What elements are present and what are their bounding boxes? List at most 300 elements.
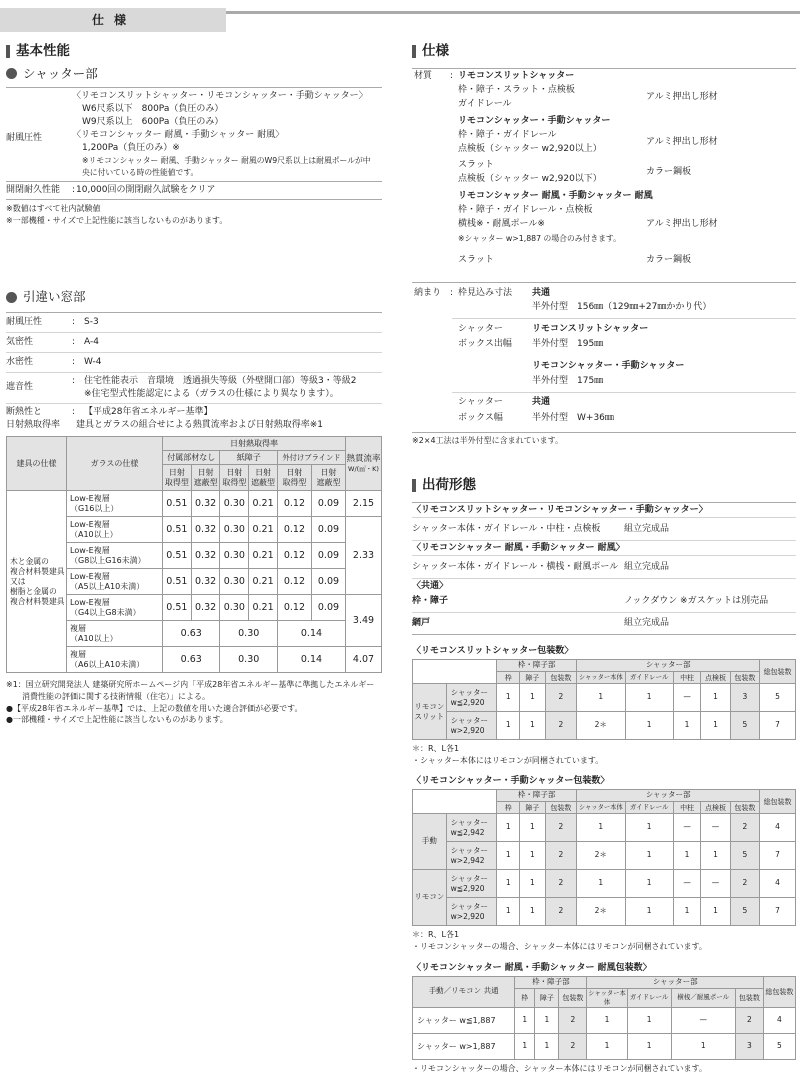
th-shield-2: 遮蔽型 <box>316 477 341 487</box>
mat-group3-title: リモコンシャッター 耐風・手動シャッター 耐風 <box>458 190 653 201</box>
build-spec <box>7 491 67 673</box>
window-value: S-3 <box>84 317 99 328</box>
pkg2-row <box>413 870 796 898</box>
pkg2-size-line: w≦2,920 <box>450 883 485 893</box>
pkg1-model <box>413 684 447 740</box>
pkg1-note-2: ・シャッター本体にはリモコンが同梱されています。 <box>412 755 604 765</box>
box-label-2: ボックス出幅 <box>458 338 512 349</box>
wind-w9: W9尺系以上 600Pa（負圧のみ） <box>82 116 224 127</box>
th-solar: 日射熱取得率 <box>163 437 346 451</box>
glass-spec-line: （A6以上A10未満） <box>70 659 145 669</box>
ship-group1-items: シャッター本体・ガイドレール・中柱・点検板 <box>412 523 601 534</box>
window-row-water: 水密性 : W-4 <box>6 353 382 372</box>
pkg1-th-pkg: 包装数 <box>545 672 577 684</box>
ship-group1-form: 組立完成品 <box>624 523 670 534</box>
cell: 1 <box>577 814 625 842</box>
cell: 7 <box>760 842 796 870</box>
pkg3-note: ・リモコンシャッターの場合、シャッター本体にはリモコンが同梱されています。 <box>412 1063 707 1073</box>
pkg3-th-total: 総包装数 <box>763 976 795 1007</box>
pkg1-size <box>446 684 497 712</box>
wind-pressure-row <box>6 88 382 179</box>
insulation-value-2: 建具とガラスの組合せによる熱貫流率および日射熱取得率※1 <box>76 420 323 431</box>
glass-spec <box>67 517 163 543</box>
right-column <box>412 42 796 1074</box>
cell: 2 <box>545 898 577 926</box>
ship-group2-form: 組立完成品 <box>624 561 670 572</box>
solar-value: 0.51 <box>163 595 192 621</box>
window-label: 水密性 <box>6 357 34 368</box>
solar-value: 0.30 <box>220 517 249 543</box>
pkg2-model: 手動 <box>413 814 447 870</box>
pkg3-th-frame-group: 枠・障子部 <box>515 976 587 988</box>
pkg2-row <box>413 842 796 870</box>
th-get-1: 日射 <box>168 467 185 477</box>
pkg2-th-shutter-group: シャッター部 <box>577 790 760 802</box>
cell: 1 <box>627 1007 671 1033</box>
cell: 1 <box>671 1033 735 1059</box>
build-spec-line: 複合材料製建具 <box>10 597 65 607</box>
th-heat <box>346 437 382 491</box>
cell: 7 <box>760 898 796 926</box>
pkg2-th-total: 総包装数 <box>760 790 796 814</box>
pkg3-row <box>413 1033 796 1059</box>
glass-spec-line: Low-E複層 <box>70 519 110 529</box>
glass-spec-line: 複層 <box>70 623 86 633</box>
solar-value: 0.30 <box>220 491 249 517</box>
cell: 1 <box>701 684 730 712</box>
cell: 1 <box>673 898 700 926</box>
cell: 1 <box>625 870 673 898</box>
solar-value: 0.09 <box>311 595 345 621</box>
glass-spec <box>67 621 163 647</box>
section-header <box>0 8 800 32</box>
ship-group2-row <box>412 556 796 578</box>
pkg2-size-line: シャッター <box>450 902 489 912</box>
pkg2-size <box>446 898 497 926</box>
cell: 2＊ <box>577 842 625 870</box>
ship-group3-form1: ノックダウン ※ガスケットは別売品 <box>624 595 769 606</box>
glass-spec-line: Low-E複層 <box>70 545 110 555</box>
cell: 2 <box>730 814 759 842</box>
pkg2-table <box>412 789 796 926</box>
insulation-label-2: 日射熱取得率 <box>6 420 61 431</box>
cell: 1 <box>673 842 700 870</box>
window-label: 耐風圧性 <box>6 317 43 328</box>
mat-group3-note: ※シャッター w>1,887 の場合のみ付きます。 <box>458 233 621 243</box>
th-shield-1: 日射 <box>197 467 214 477</box>
cell: 3 <box>735 1033 763 1059</box>
window-value: W-4 <box>84 357 102 368</box>
glass-spec <box>67 569 163 595</box>
cell: 1 <box>520 712 545 740</box>
th-build: 建具の仕様 <box>7 437 67 491</box>
solar-value: 0.12 <box>277 491 311 517</box>
cell: — <box>673 870 700 898</box>
pkg1-th-pkg2: 包装数 <box>730 672 759 684</box>
pkg3-th-body: シャッター本体 <box>588 989 626 1006</box>
solar-value: 0.32 <box>191 595 220 621</box>
left-column <box>6 42 382 227</box>
solar-value: 0.12 <box>277 569 311 595</box>
cell: 1 <box>497 712 520 740</box>
cell: 1 <box>577 684 625 712</box>
sound-note: ※住宅型式性能認定による（ガラスの仕様により異なります）。 <box>84 389 339 400</box>
th-shield <box>311 465 345 491</box>
ship-group3-title: 〈共通〉 <box>412 580 449 591</box>
glass-spec-line: （G16以上） <box>70 503 119 513</box>
pkg1-th-frame: 枠 <box>497 672 520 684</box>
mat-group2-line3: スラット <box>458 159 494 170</box>
open-close-row: 開閉耐久性能 : 10,000回の開閉耐久試験をクリア <box>6 182 382 199</box>
cell: 2 <box>545 814 577 842</box>
pkg2-th-pkg: 包装数 <box>545 802 577 814</box>
cell: 5 <box>730 898 759 926</box>
pkg1-row <box>413 684 796 712</box>
pkg3-th-frame: 枠 <box>515 988 535 1007</box>
glass-spec-line: Low-E複層 <box>70 493 110 503</box>
pkg2-th-pillar: 中柱 <box>673 802 700 814</box>
glass-spec <box>67 595 163 621</box>
cell: 1 <box>497 684 520 712</box>
solar-value: 0.32 <box>191 543 220 569</box>
th-shield <box>249 465 278 491</box>
mat-group2-material: アルミ押出し形材 <box>646 136 718 147</box>
solar-value: 0.14 <box>277 647 345 673</box>
heat-value: 2.33 <box>346 517 382 595</box>
th-get-2: 取得型 <box>282 477 307 487</box>
solar-value: 0.21 <box>249 569 278 595</box>
solar-value: 0.09 <box>311 517 345 543</box>
mat-group1-title: リモコンスリットシャッター <box>458 70 575 81</box>
mat-group3-line2: 横桟※・耐風ポール※ <box>458 218 545 229</box>
wind-note: ※リモコンシャッター 耐風、手動シャッター 耐風のW9尺系以上は耐風ポールが中央に付いている時の性能値です。 <box>82 155 371 177</box>
th-shield-2: 遮蔽型 <box>193 477 218 487</box>
box-r2-title: リモコンシャッター・手動シャッター <box>532 360 685 371</box>
wind-group2-title: 〈リモコンシャッター 耐風・手動シャッター 耐風〉 <box>72 129 285 140</box>
pkg1-th-sash: 障子 <box>520 672 545 684</box>
cell: 1 <box>515 1033 535 1059</box>
ship-group3-row1 <box>412 593 796 612</box>
th-get <box>277 465 311 491</box>
cell: 1 <box>497 814 520 842</box>
pkg2-th-pkg2: 包装数 <box>730 802 759 814</box>
ship-group1-row <box>412 518 796 540</box>
pkg3-size: シャッター w≦1,887 <box>413 1007 515 1033</box>
cell: 1 <box>535 1007 559 1033</box>
glass-spec-line: （A10以上） <box>70 633 118 643</box>
cell: 1 <box>520 898 545 926</box>
solar-value: 0.12 <box>277 543 311 569</box>
mat-group2-title: リモコンシャッター・手動シャッター <box>458 115 611 126</box>
cell: 2＊ <box>577 712 625 740</box>
open-close-value: 10,000回の開閉耐久試験をクリア <box>76 185 216 196</box>
shipping-heading: 出荷形態 <box>412 476 796 496</box>
solar-value: 0.09 <box>311 491 345 517</box>
cell: 4 <box>763 1007 795 1033</box>
build-spec-line: 又は <box>10 576 26 586</box>
th-get-1: 日射 <box>286 467 303 477</box>
cell: 1 <box>497 870 520 898</box>
pkg3-th-shutter-group: シャッター部 <box>587 976 763 988</box>
pkg1-size <box>446 712 497 740</box>
cell: 1 <box>520 684 545 712</box>
solar-value: 0.32 <box>191 569 220 595</box>
cell: — <box>671 1007 735 1033</box>
build-spec-line: 樹脂と金属の <box>10 587 57 597</box>
cell: 4 <box>760 870 796 898</box>
cell: 2 <box>545 870 577 898</box>
cell: 3 <box>730 684 759 712</box>
cell: 1 <box>673 712 700 740</box>
pkg1-title: 〈リモコンスリットシャッター包装数〉 <box>412 646 574 657</box>
build-spec-line: 複合材料製建具 <box>10 566 65 576</box>
th-get <box>220 465 249 491</box>
footnote-3: ●一部機種・サイズで上記性能に該当しないものがあります。 <box>6 715 228 725</box>
pkg2-size-line: w≦2,942 <box>450 827 485 837</box>
th-get-2: 取得型 <box>222 477 247 487</box>
pkg3-th-pkg: 包装数 <box>559 988 587 1007</box>
solar-value: 0.30 <box>220 569 249 595</box>
build-spec-line: 木と金属の <box>10 556 49 566</box>
pkg2-th-panel: 点検板 <box>701 802 730 814</box>
pkg3-title: 〈リモコンシャッター 耐風・手動シャッター 耐風包装数〉 <box>412 962 652 973</box>
pkg1-th-shutter-group: シャッター部 <box>577 660 760 672</box>
fit-common: 共通 <box>532 287 551 298</box>
sound-value: 住宅性能表示 音環境 透過損失等級（外壁開口部）等級3・等級2 <box>84 376 357 387</box>
ship-group3-form2: 組立完成品 <box>624 618 670 628</box>
th-get-1: 日射 <box>226 467 243 477</box>
th-none: 付属部材なし <box>163 451 220 465</box>
cell: 1 <box>701 712 730 740</box>
pkg3-th-pkg2: 包装数 <box>735 988 763 1007</box>
fit-label: 納まり <box>414 287 442 298</box>
window-label: 気密性 <box>6 337 34 348</box>
glass-spec-line: Low-E複層 <box>70 571 110 581</box>
cell: 5 <box>730 842 759 870</box>
fit-sub-label: 枠見込み寸法 <box>458 287 513 298</box>
box-r1-title: リモコンスリットシャッター <box>532 323 649 334</box>
cell: 1 <box>701 842 730 870</box>
basic-note-2: ※一部機種・サイズで上記性能に該当しないものがあります。 <box>6 215 228 225</box>
pkg2-model: リモコン <box>413 870 447 926</box>
cell: 1 <box>515 1007 535 1033</box>
solar-value: 0.09 <box>311 569 345 595</box>
mat-group3-line3: スラット <box>458 254 494 265</box>
cell: 2 <box>545 842 577 870</box>
wind-w6: W6尺系以下 800Pa（負圧のみ） <box>82 103 224 114</box>
glass-spec-line: （G8以上G16未満） <box>70 555 146 565</box>
cell: 5 <box>730 712 759 740</box>
material-block: 材質 : リモコンスリットシャッター 枠・障子・スラット・点検板 ガイドレール アルミ押出し形材 リモコンシャッター・手動シャッター 枠・障子・ガイドレール 点検板（シャッター w2,920以上） アルミ押出し形材 スラット 点検板（シャッター w2,920以下） カラー鋼板 リモコンシャッター 耐風・手動シャッター 耐風 枠・障子・ガイドレール・点検板 横桟※・耐風ポール※ アルミ押出し形材 ※シャッター w>1,887 の場合のみ付きます。 スラット カラー鋼板 <box>412 69 796 282</box>
th-get <box>163 465 192 491</box>
pkg1-th-frame-group: 枠・障子部 <box>497 660 577 672</box>
solar-value: 0.51 <box>163 491 192 517</box>
mat-group2-line2: 点検板（シャッター w2,920以上） <box>458 143 602 154</box>
pkg1-th-guide: ガイドレール <box>625 672 673 684</box>
pkg1-table <box>412 659 796 740</box>
glass-spec-line: （A5以上A10未満） <box>70 581 145 591</box>
insulation-table <box>6 436 382 673</box>
cell: 1 <box>587 1033 627 1059</box>
pkg2-size <box>446 814 497 842</box>
cell: 7 <box>760 712 796 740</box>
wind-label: 耐風圧性 <box>6 132 43 143</box>
shutter-part-heading: シャッター部 <box>6 65 382 83</box>
solar-value: 0.21 <box>249 491 278 517</box>
pkg1-model-1: リモコン <box>414 701 445 711</box>
cell: 1 <box>625 712 673 740</box>
pkg1-size-1: シャッター <box>450 716 489 726</box>
glass-spec <box>67 491 163 517</box>
cell: 2 <box>735 1007 763 1033</box>
cell: 1 <box>625 814 673 842</box>
ship-group3-item1: 枠・障子 <box>412 595 449 606</box>
ship-group3-item2: 網戸 <box>412 618 431 628</box>
fit-half-value: 半外付型 156㎜（129㎜+27㎜かかり代） <box>532 301 712 312</box>
solar-value: 0.21 <box>249 595 278 621</box>
cell: 1 <box>625 898 673 926</box>
glass-spec-line: （G4以上G8未満） <box>70 607 141 617</box>
mat-group3-line1: 枠・障子・ガイドレール・点検板 <box>458 204 593 215</box>
solar-value: 0.51 <box>163 543 192 569</box>
pkg2-size-line: シャッター <box>450 874 489 884</box>
cell: 1 <box>625 842 673 870</box>
bw-label-2: ボックス幅 <box>458 412 503 423</box>
cell: 2 <box>730 870 759 898</box>
solar-value: 0.63 <box>163 621 220 647</box>
th-shield-1: 日射 <box>255 467 272 477</box>
cell: 5 <box>763 1033 795 1059</box>
basic-note-1: ※数値はすべて社内試験値 <box>6 204 101 214</box>
cell: 1 <box>520 814 545 842</box>
cell: 4 <box>760 814 796 842</box>
window-part-heading: 引違い窓部 <box>6 288 382 306</box>
ship-group3-row2 <box>412 613 796 634</box>
mat-group2-line4: 点検板（シャッター w2,920以下） <box>458 173 602 184</box>
cell: 2＊ <box>577 898 625 926</box>
window-row-air: 気密性 : A-4 <box>6 333 382 352</box>
mat-group1-material: アルミ押出し形材 <box>646 91 718 102</box>
pkg1-size-2: w≦2,920 <box>450 697 485 707</box>
glass-spec-line: Low-E複層 <box>70 597 110 607</box>
solar-value: 0.30 <box>220 595 249 621</box>
cell: 1 <box>535 1033 559 1059</box>
box-label-1: シャッター <box>458 323 503 334</box>
wind-group2-value: 1,200Pa（負圧のみ）※ <box>82 142 180 153</box>
pkg2-size-line: シャッター <box>450 846 489 856</box>
cell: 1 <box>701 898 730 926</box>
th-shield-1: 日射 <box>320 467 337 477</box>
pkg3-table <box>412 976 796 1060</box>
pkg1-th-total: 総包装数 <box>760 660 796 684</box>
mat-group3-material2: カラー鋼板 <box>646 254 692 265</box>
cell: — <box>673 684 700 712</box>
sound-label: 遮音性 <box>6 382 34 393</box>
solar-value: 0.12 <box>277 517 311 543</box>
cell: 1 <box>627 1033 671 1059</box>
cell: — <box>701 870 730 898</box>
cell: 5 <box>760 684 796 712</box>
cell: 2 <box>559 1007 587 1033</box>
ship-group2-items: シャッター本体・ガイドレール・横桟・耐風ポール <box>412 561 619 572</box>
pkg1-size-1: シャッター <box>450 688 489 698</box>
cell: 2 <box>545 684 577 712</box>
window-row-sound: 遮音性 : 住宅性能表示 音環境 透過損失等級（外壁開口部）等級3・等級2 ※住宅型式性能認定による（ガラスの仕様により異なります）。 <box>6 373 382 403</box>
pkg2-th-body: シャッター本体 <box>577 802 625 814</box>
solar-value: 0.32 <box>191 491 220 517</box>
pkg2-row <box>413 898 796 926</box>
solar-value: 0.63 <box>163 647 220 673</box>
cell: 1 <box>520 842 545 870</box>
pkg1-size-2: w>2,920 <box>450 725 485 735</box>
pkg1-th-pillar: 中柱 <box>673 672 700 684</box>
solar-value: 0.30 <box>220 543 249 569</box>
insulation-value-1: 【平成28年省エネルギー基準】 <box>84 407 213 418</box>
window-row-wind: 耐風圧性 : S-3 <box>6 313 382 332</box>
box-r1-value: 半外付型 195㎜ <box>532 338 604 349</box>
solar-value: 0.09 <box>311 543 345 569</box>
pkg2-size <box>446 842 497 870</box>
pkg2-size-line: w>2,920 <box>450 911 485 921</box>
bw-common: 共通 <box>532 396 551 407</box>
pkg2-size-line: w>2,942 <box>450 855 485 865</box>
solar-value: 0.30 <box>220 621 277 647</box>
footnote-2: ●【平成28年省エネルギー基準】では、上記の数値を用いた適合評価が必要です。 <box>6 703 303 713</box>
header-title: 仕様 <box>92 13 137 27</box>
box-r2-value: 半外付型 175㎜ <box>532 375 604 386</box>
glass-spec-line: 複層 <box>70 649 86 659</box>
window-row-insulation: 断熱性と 日射熱取得率 : 【平成28年省エネルギー基準】 建具とガラスの組合せによる熱貫流率および日射熱取得率※1 <box>6 404 382 434</box>
footnote-1: ※1：国立研究開発法人 建築研究所ホームページ内「平成28年省エネルギー基準に準拠したエネルギー消費性能の評価に関する技術情報（住宅）」による。 <box>6 680 375 702</box>
cell: 1 <box>625 684 673 712</box>
mat-group2-line1: 枠・障子・ガイドレール <box>458 129 557 140</box>
solar-value: 0.51 <box>163 569 192 595</box>
material-label: 材質 <box>414 70 433 81</box>
solar-value: 0.12 <box>277 595 311 621</box>
heat-value: 2.15 <box>346 491 382 517</box>
window-section <box>6 288 382 726</box>
solar-value: 0.51 <box>163 517 192 543</box>
th-shield-2: 遮蔽型 <box>251 477 276 487</box>
th-shoji: 紙障子 <box>220 451 277 465</box>
th-glass: ガラスの仕様 <box>67 437 163 491</box>
pkg3-corner: 手動／リモコン 共通 <box>413 976 515 1007</box>
fitting-block: 納まり : 枠見込み寸法 共通 半外付型 156㎜（129㎜+27㎜かかり代） シャッター ボックス出幅 リモコンスリットシャッター 半外付型 195㎜ リモコンシャッター・手動シャッター 半外付型 175㎜ シャッター 共通 <box>412 283 796 420</box>
bw-value: 半外付型 W+36㎜ <box>532 412 614 423</box>
pkg2-title: 〈リモコンシャッター・手動シャッター包装数〉 <box>412 776 610 787</box>
th-get-2: 取得型 <box>164 477 189 487</box>
basic-performance-heading: 基本性能 <box>6 42 382 62</box>
bw-label-1: シャッター <box>458 396 503 407</box>
header-rule <box>226 11 800 14</box>
th-heat-label: 熱貫流率 <box>346 454 381 465</box>
pkg3-row <box>413 1007 796 1033</box>
ship-group1-title: 〈リモコンスリットシャッター・リモコンシャッター・手動シャッター〉 <box>412 504 708 515</box>
pkg3-th-sash: 障子 <box>535 988 559 1007</box>
spec-heading: 仕様 <box>412 42 796 62</box>
pkg2-note-2: ・リモコンシャッターの場合、シャッター本体にはリモコンが同梱されています。 <box>412 941 707 951</box>
mat-group1-line1: 枠・障子・スラット・点検板 <box>458 84 575 95</box>
fit-note: ※2×4工法は半外付型に含まれています。 <box>412 435 563 445</box>
pkg2-size-line: シャッター <box>450 818 489 828</box>
pkg1-th-body: シャッター本体 <box>577 672 625 684</box>
th-blind: 外付けブラインド <box>277 451 345 465</box>
pkg3-th-guide: ガイドレール <box>627 988 671 1007</box>
solar-value: 0.21 <box>249 517 278 543</box>
open-close-label: 開閉耐久性能 <box>6 185 61 196</box>
cell: 1 <box>497 842 520 870</box>
pkg2-row <box>413 814 796 842</box>
